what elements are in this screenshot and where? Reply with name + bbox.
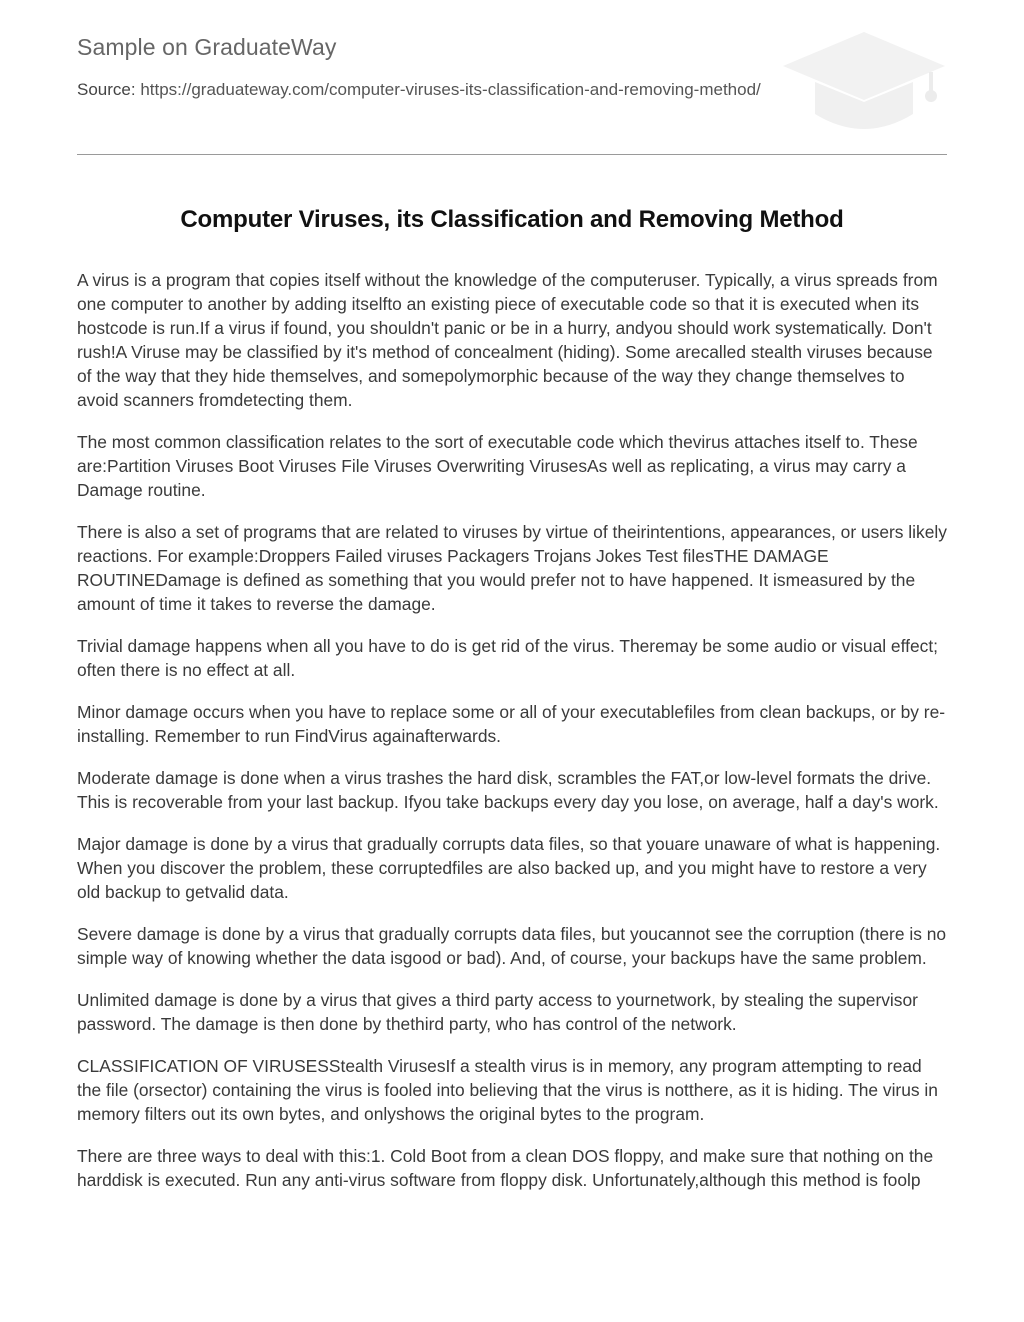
paragraph: There are three ways to deal with this:1. Cold Boot from a clean DOS floppy, and make sure that nothing on the harddisk is executed. Run any anti-virus software from floppy disk. Unfortunately,although this method is foolp [77, 1146, 934, 1190]
site-title: Sample on GraduateWay [77, 34, 337, 60]
paragraph: Moderate damage is done when a virus trashes the hard disk, scrambles the FAT,or low-level formats the drive. This is recoverable from your last backup. Ifyou take backups every day you lose, on average, half a day's work. [77, 768, 939, 812]
page [77, 0, 947, 1190]
header-divider [77, 154, 947, 155]
article-title: Computer Viruses, its Classification and Removing Method [180, 206, 844, 233]
paragraph: There is also a set of programs that are related to viruses by virtue of theirintentions, appearances, or users likely reactions. For example:Droppers Failed viruses Packagers Trojans Jokes Test filesTHE DAMAGE ROUTINEDamage is defined as something that you would prefer not to have happened. It ismeasured by the amount of time it takes to reverse the damage. [77, 522, 947, 614]
paragraph: Unlimited damage is done by a virus that gives a third party access to yournetwork, by stealing the supervisor password. The damage is then done by thethird party, who has control of the network. [77, 990, 918, 1034]
page-header [77, 0, 947, 155]
paragraph: A virus is a program that copies itself without the knowledge of the computeruser. Typically, a virus spreads from one computer to another by adding itselfto an existing piece of executable code so that it is executed when its hostcode is run.If a virus if found, you shouldn't panic or be in a hurry, andyou should work systematically. Don't rush!A Viruse may be classified by it's method of concealment (hiding). Some arecalled stealth viruses because of the way that they hide themselves, and somepolymorphic because of the way they change themselves to avoid scanners fromdetecting them. [77, 270, 938, 410]
source-link[interactable]: https://graduateway.com/computer-viruses-its-classification-and-removing-method/ [140, 80, 761, 99]
paragraph: Trivial damage happens when all you have to do is get rid of the virus. Theremay be some audio or visual effect; often there is no effect at all. [77, 636, 938, 680]
paragraph: CLASSIFICATION OF VIRUSESStealth VirusesIf a stealth virus is in memory, any program attempting to read the file (orsector) containing the virus is fooled into believing that the virus is notthere, as it is hiding. The virus in memory filters out its own bytes, and onlyshows the original bytes to the program. [77, 1056, 938, 1124]
paragraph: Major damage is done by a virus that gradually corrupts data files, so that youare unaware of what is happening. When you discover the problem, these corruptedfiles are also backed up, and you might have to restore a very old backup to getvalid data. [77, 834, 941, 902]
source-line [77, 79, 767, 101]
graduation-cap-icon [781, 30, 947, 134]
paragraph: The most common classification relates to the sort of executable code which thevirus attaches itself to. These are:Partition Viruses Boot Viruses File Viruses Overwriting VirusesAs well as replicating, a virus may carry a Damage routine. [77, 432, 918, 500]
source-label: Source: [77, 80, 136, 99]
article-body [77, 268, 949, 1210]
paragraph: Severe damage is done by a virus that gradually corrupts data files, but youcannot see the corruption (there is no simple way of knowing whether the data isgood or bad). And, of course, your backups have the same problem. [77, 924, 947, 968]
paragraph: Minor damage occurs when you have to replace some or all of your executablefiles from clean backups, or by re-installing. Remember to run FindVirus againafterwards. [77, 702, 946, 746]
